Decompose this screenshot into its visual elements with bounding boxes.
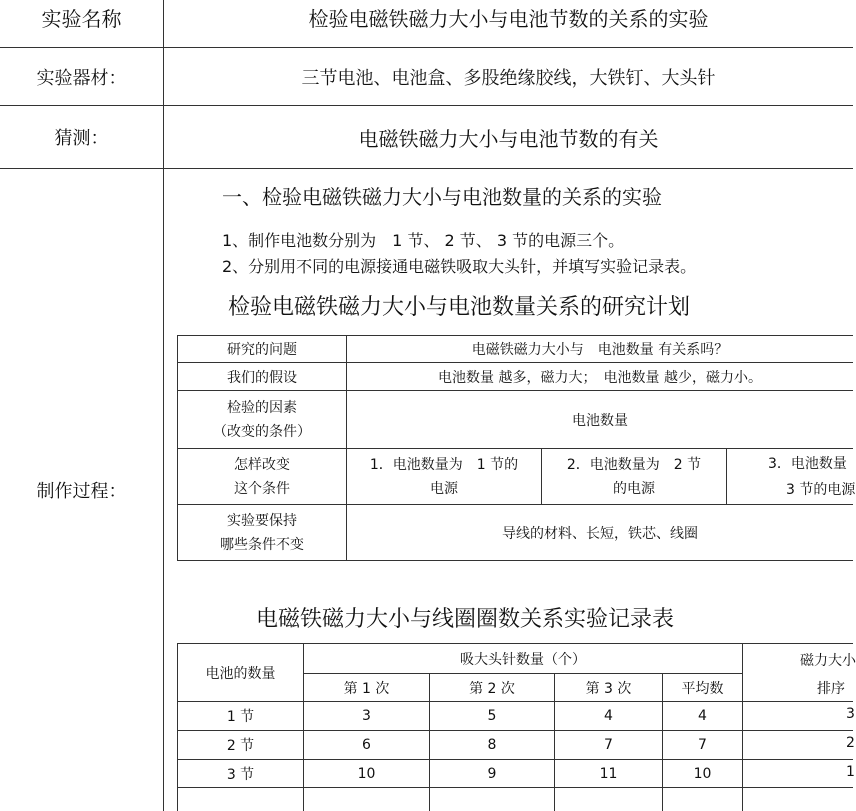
record-row-2-label: 2 节 — [226, 738, 255, 754]
record-subheader-trial-2: 第 2 次 — [469, 680, 515, 697]
experiment-name-label: 实验名称 — [41, 6, 122, 31]
record-row-1-label: 1 节 — [226, 709, 255, 725]
record-row-2-trial-3: 7 — [604, 737, 613, 753]
plan-line — [177, 560, 853, 561]
record-row-3-label: 3 节 — [226, 766, 255, 783]
plan-change-option-2-line1: 2．电池数量为 2 节 — [566, 456, 702, 473]
record-title: 电磁铁磁力大小与线圈圈数关系实验记录表 — [256, 607, 675, 632]
record-subheader-average: 平均数 — [681, 680, 724, 697]
record-line — [177, 787, 853, 788]
record-row-2-trial-2: 8 — [487, 737, 497, 753]
process-step-1: 1、制作电池数分别为 1 节、 2 节、 3 节的电源三个。 — [222, 231, 625, 250]
record-row-1-rank: 3 — [846, 706, 855, 722]
plan-factor-label-line2: （改变的条件） — [213, 423, 311, 440]
plan-question-value: 电磁铁磁力大小与 电池数量 有关系吗？ — [471, 342, 729, 358]
plan-question-label: 研究的问题 — [227, 342, 297, 358]
record-row-3-trial-2: 9 — [487, 765, 497, 782]
plan-change-option-1 — [347, 449, 541, 504]
record-header-pins: 吸大头针数量（个） — [460, 651, 586, 668]
plan-change-label-line1: 怎样改变 — [234, 456, 290, 473]
plan-change-label-line2: 这个条件 — [234, 480, 290, 497]
record-row-1-average: 4 — [698, 708, 707, 724]
record-subheader-trial-3: 第 3 次 — [585, 680, 632, 697]
record-row-1-trial-3: 4 — [604, 708, 613, 724]
record-row-2-trial-1: 6 — [362, 737, 371, 753]
record-row-3-trial-3: 11 — [599, 765, 618, 782]
record-header-battery: 电池的数量 — [205, 665, 276, 682]
record-row-2-rank: 2 — [846, 735, 855, 751]
record-row-2-average: 7 — [698, 737, 707, 753]
experiment-name-value: 检验电磁铁磁力大小与电池节数的关系的实验 — [308, 6, 709, 31]
record-line — [742, 643, 743, 811]
record-row-3-average: 10 — [693, 765, 712, 782]
process-heading: 一、检验电磁铁磁力大小与电池数量的关系的实验 — [222, 185, 662, 209]
plan-factor-label-line1: 检验的因素 — [227, 399, 297, 416]
record-row-1-trial-1: 3 — [362, 708, 371, 724]
record-header-rank-line2: 排序 — [817, 681, 845, 697]
plan-hypothesis-label: 我们的假设 — [227, 369, 297, 386]
hypothesis-label: 猜测： — [54, 128, 109, 149]
hypothesis-value: 电磁铁磁力大小与电池节数的有关 — [358, 126, 659, 151]
plan-factor-value: 电池数量 — [572, 412, 628, 429]
plan-constant-label — [178, 505, 346, 560]
process-step-2: 2、分别用不同的电源接通电磁铁吸取大头针，并填写实验记录表。 — [222, 257, 697, 276]
record-subheader-trial-1: 第 1 次 — [343, 680, 390, 697]
plan-hypothesis-value: 电池数量 越多，磁力大； 电池数量 越少，磁力小。 — [438, 369, 762, 386]
plan-constant-label-line1: 实验要保持 — [227, 512, 297, 529]
plan-change-option-3-line1: 3．电池数量 — [768, 456, 847, 472]
record-header-rank-line1: 磁力大小 — [800, 653, 856, 669]
plan-constant-label-line2: 哪些条件不变 — [220, 536, 304, 553]
plan-change-option-2-line2: 的电源 — [613, 480, 655, 497]
plan-constant-value: 导线的材料、长短，铁芯、线圈 — [502, 525, 698, 542]
record-row-1-trial-2: 5 — [487, 708, 497, 724]
process-label: 制作过程： — [36, 481, 127, 502]
plan-change-option-2 — [542, 449, 726, 504]
record-row-3-rank: 1 — [846, 764, 855, 780]
equipment-value: 三节电池、电池盒、多股绝缘胶线，大铁钉、大头针 — [301, 67, 716, 89]
plan-change-option-3-line2: 3 节的电源 — [786, 482, 856, 498]
record-row-3-trial-1: 10 — [357, 765, 376, 782]
plan-factor-label — [178, 391, 346, 448]
equipment-label: 实验器材： — [36, 67, 127, 89]
plan-change-option-1-line1: 1．电池数量为 1 节的 — [369, 456, 519, 473]
plan-line — [726, 448, 727, 505]
plan-title: 检验电磁铁磁力大小与电池数量关系的研究计划 — [228, 295, 691, 320]
plan-change-option-1-line2: 电源 — [430, 480, 458, 497]
plan-change-label — [178, 449, 346, 504]
